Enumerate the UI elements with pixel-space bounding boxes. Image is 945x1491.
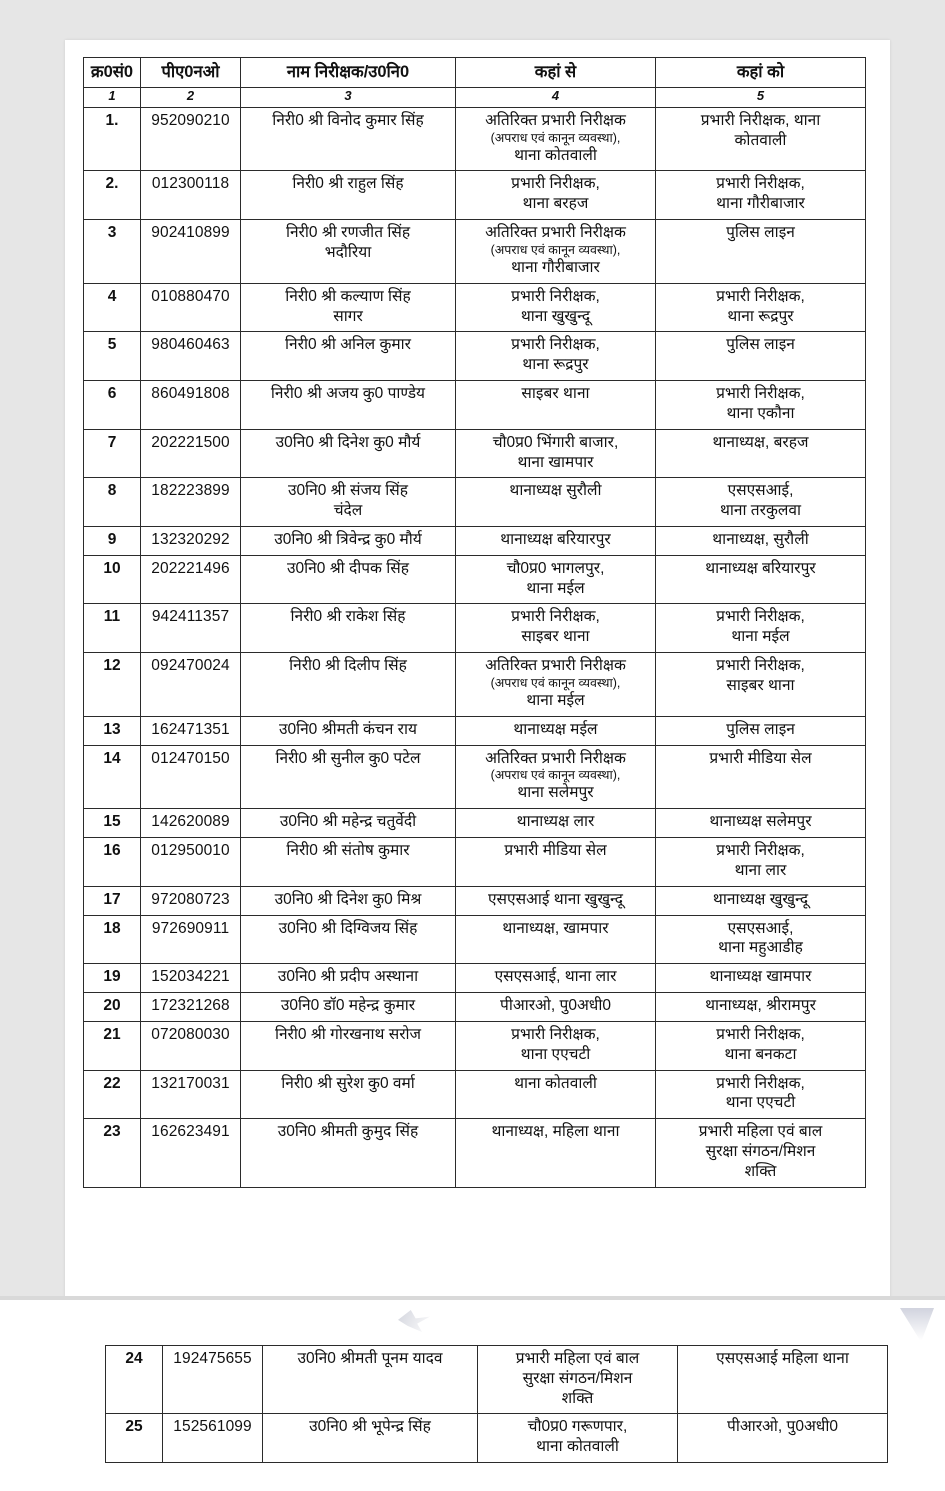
cell-serial: 2.	[84, 171, 141, 220]
table-row	[84, 429, 866, 478]
cell-serial: 20	[84, 993, 141, 1022]
cell-posting-from: प्रभारी निरीक्षक, थाना एएचटी	[456, 1021, 656, 1070]
cell-posting-from: एसएसआई, थाना लार	[456, 964, 656, 993]
table-row	[84, 915, 866, 964]
cell-serial: 17	[84, 886, 141, 915]
cell-posting-to: थानाध्यक्ष सलेमपुर	[656, 809, 866, 838]
cell-posting-from: प्रभारी निरीक्षक, थाना खुखुन्दू	[456, 283, 656, 332]
cell-officer-name: उ0नि0 श्री महेन्द्र चतुर्वेदी	[241, 809, 456, 838]
cell-serial: 6	[84, 381, 141, 430]
table-row	[84, 1119, 866, 1187]
cell-officer-name: निरी0 श्री गोरखनाथ सरोज	[241, 1021, 456, 1070]
cell-pno: 980460463	[141, 332, 241, 381]
cell-officer-name: उ0नि0 श्री भूपेन्द्र सिंह	[263, 1414, 478, 1463]
cell-posting-to: प्रभारी निरीक्षक, थाना कोतवाली	[656, 107, 866, 171]
header-serial: क्र0सं0	[84, 58, 141, 88]
cell-posting-from: अतिरिक्त प्रभारी निरीक्षक (अपराध एवं कानून व्यवस्था), थाना गौरीबाजार	[456, 220, 656, 284]
cell-posting-to: थानाध्यक्ष, श्रीरामपुर	[656, 993, 866, 1022]
table-row	[84, 964, 866, 993]
cell-pno: 012950010	[141, 838, 241, 887]
cell-posting-from: पीआरओ, पु0अधी0	[456, 993, 656, 1022]
cell-posting-from: थानाध्यक्ष बरियारपुर	[456, 526, 656, 555]
cell-posting-from: अतिरिक्त प्रभारी निरीक्षक (अपराध एवं कानून व्यवस्था), थाना सलेमपुर	[456, 745, 656, 809]
cell-posting-to: पुलिस लाइन	[656, 716, 866, 745]
table-row	[84, 809, 866, 838]
cell-posting-to: प्रभारी निरीक्षक, थाना एकौना	[656, 381, 866, 430]
cell-posting-to: प्रभारी निरीक्षक, थाना मईल	[656, 604, 866, 653]
cell-posting-from: थाना कोतवाली	[456, 1070, 656, 1119]
cell-officer-name: उ0नि0 श्री दिग्विजय सिंह	[241, 915, 456, 964]
cell-pno: 132170031	[141, 1070, 241, 1119]
cell-posting-to: प्रभारी निरीक्षक, थाना एएचटी	[656, 1070, 866, 1119]
cell-serial: 10	[84, 555, 141, 604]
cell-serial: 19	[84, 964, 141, 993]
cell-posting-to: थानाध्यक्ष बरियारपुर	[656, 555, 866, 604]
cell-pno: 182223899	[141, 478, 241, 527]
cell-officer-name: उ0नि0 श्री त्रिवेन्द्र कु0 मौर्य	[241, 526, 456, 555]
cell-officer-name: निरी0 श्री संतोष कुमार	[241, 838, 456, 887]
cell-pno: 942411357	[141, 604, 241, 653]
table-row	[106, 1346, 888, 1414]
cell-serial: 18	[84, 915, 141, 964]
table-row	[84, 526, 866, 555]
cell-officer-name: निरी0 श्री विनोद कुमार सिंह	[241, 107, 456, 171]
cell-posting-from: थानाध्यक्ष लार	[456, 809, 656, 838]
cell-officer-name: निरी0 श्री रणजीत सिंह भदौरिया	[241, 220, 456, 284]
colnum-5: 5	[656, 88, 866, 108]
cell-posting-to: प्रभारी निरीक्षक, थाना गौरीबाजार	[656, 171, 866, 220]
cell-posting-to: थानाध्यक्ष, सुरौली	[656, 526, 866, 555]
colnum-2: 2	[141, 88, 241, 108]
cell-serial: 12	[84, 653, 141, 717]
table-row	[84, 283, 866, 332]
cell-officer-name: निरी0 श्री अनिल कुमार	[241, 332, 456, 381]
cell-officer-name: उ0नि0 श्री संजय सिंह चंदेल	[241, 478, 456, 527]
cell-posting-from: थानाध्यक्ष, खामपार	[456, 915, 656, 964]
table-header-row	[84, 58, 866, 88]
cell-pno: 010880470	[141, 283, 241, 332]
table-row	[106, 1414, 888, 1463]
colnum-4: 4	[456, 88, 656, 108]
cell-posting-to: एसएसआई, थाना तरकुलवा	[656, 478, 866, 527]
cell-posting-from: चौ0प्र0 गरूणपार, थाना कोतवाली	[478, 1414, 678, 1463]
cell-posting-to: एसएसआई महिला थाना	[678, 1346, 888, 1414]
cell-pno: 972690911	[141, 915, 241, 964]
cell-pno: 972080723	[141, 886, 241, 915]
table-row	[84, 107, 866, 171]
cell-posting-to: प्रभारी निरीक्षक, थाना बनकटा	[656, 1021, 866, 1070]
transfer-table-continued	[105, 1345, 888, 1463]
cell-posting-to: प्रभारी निरीक्षक, थाना रूद्रपुर	[656, 283, 866, 332]
cell-pno: 172321268	[141, 993, 241, 1022]
cell-officer-name: उ0नि0 श्रीमती पूनम यादव	[263, 1346, 478, 1414]
table-row	[84, 381, 866, 430]
cell-posting-from: अतिरिक्त प्रभारी निरीक्षक (अपराध एवं कानून व्यवस्था), थाना मईल	[456, 653, 656, 717]
table-row	[84, 478, 866, 527]
cell-serial: 21	[84, 1021, 141, 1070]
cell-pno: 202221500	[141, 429, 241, 478]
cell-pno: 902410899	[141, 220, 241, 284]
cell-pno: 202221496	[141, 555, 241, 604]
cell-posting-to: प्रभारी मीडिया सेल	[656, 745, 866, 809]
cell-posting-from: एसएसआई थाना खुखुन्दू	[456, 886, 656, 915]
cell-pno: 072080030	[141, 1021, 241, 1070]
cell-serial: 24	[106, 1346, 163, 1414]
cell-pno: 152034221	[141, 964, 241, 993]
cell-posting-from: चौ0प्र0 भिंगारी बाजार, थाना खामपार	[456, 429, 656, 478]
cell-officer-name: उ0नि0 श्री दीपक सिंह	[241, 555, 456, 604]
cell-posting-from: थानाध्यक्ष सुरौली	[456, 478, 656, 527]
table-body-main	[84, 107, 866, 1187]
cell-officer-name: निरी0 श्री सुरेश कु0 वर्मा	[241, 1070, 456, 1119]
colnum-3: 3	[241, 88, 456, 108]
cell-posting-to: पुलिस लाइन	[656, 220, 866, 284]
cell-officer-name: उ0नि0 श्रीमती कंचन राय	[241, 716, 456, 745]
cell-officer-name: निरी0 श्री राकेश सिंह	[241, 604, 456, 653]
header-to: कहां को	[656, 58, 866, 88]
cell-serial: 15	[84, 809, 141, 838]
cell-serial: 9	[84, 526, 141, 555]
cell-posting-to: प्रभारी निरीक्षक, साइबर थाना	[656, 653, 866, 717]
table-row	[84, 653, 866, 717]
cell-serial: 1.	[84, 107, 141, 171]
table-row	[84, 716, 866, 745]
cell-serial: 5	[84, 332, 141, 381]
table-row	[84, 1070, 866, 1119]
cell-posting-from: थानाध्यक्ष, महिला थाना	[456, 1119, 656, 1187]
table-body-continued	[106, 1346, 888, 1463]
cell-posting-from: थानाध्यक्ष मईल	[456, 716, 656, 745]
cell-officer-name: निरी0 श्री राहुल सिंह	[241, 171, 456, 220]
table-row	[84, 220, 866, 284]
cell-serial: 22	[84, 1070, 141, 1119]
cell-officer-name: उ0नि0 श्री दिनेश कु0 मौर्य	[241, 429, 456, 478]
cell-pno: 162623491	[141, 1119, 241, 1187]
cell-serial: 23	[84, 1119, 141, 1187]
cell-posting-to: प्रभारी महिला एवं बाल सुरक्षा संगठन/मिशन शक्ति	[656, 1119, 866, 1187]
table-column-number-row	[84, 88, 866, 108]
cell-serial: 14	[84, 745, 141, 809]
table-row	[84, 604, 866, 653]
cell-officer-name: उ0नि0 श्रीमती कुमुद सिंह	[241, 1119, 456, 1187]
cell-pno: 152561099	[163, 1414, 263, 1463]
table-row	[84, 1021, 866, 1070]
table-row	[84, 171, 866, 220]
header-from: कहां से	[456, 58, 656, 88]
cell-officer-name: उ0नि0 श्री दिनेश कु0 मिश्र	[241, 886, 456, 915]
header-pno: पीए0नओ	[141, 58, 241, 88]
cell-pno: 012470150	[141, 745, 241, 809]
table-row	[84, 745, 866, 809]
cell-posting-to: थानाध्यक्ष खुखुन्दू	[656, 886, 866, 915]
cell-posting-from: प्रभारी निरीक्षक, साइबर थाना	[456, 604, 656, 653]
table-row	[84, 838, 866, 887]
cell-officer-name: उ0नि0 डॉ0 महेन्द्र कुमार	[241, 993, 456, 1022]
cell-posting-to: एसएसआई, थाना महुआडीह	[656, 915, 866, 964]
cell-pno: 162471351	[141, 716, 241, 745]
cell-posting-from: प्रभारी मीडिया सेल	[456, 838, 656, 887]
cell-posting-to: प्रभारी निरीक्षक, थाना लार	[656, 838, 866, 887]
cell-serial: 3	[84, 220, 141, 284]
cell-officer-name: निरी0 श्री सुनील कु0 पटेल	[241, 745, 456, 809]
cell-officer-name: निरी0 श्री अजय कु0 पाण्डेय	[241, 381, 456, 430]
cell-pno: 860491808	[141, 381, 241, 430]
cell-pno: 952090210	[141, 107, 241, 171]
cell-serial: 11	[84, 604, 141, 653]
cell-officer-name: उ0नि0 श्री प्रदीप अस्थाना	[241, 964, 456, 993]
table-row	[84, 332, 866, 381]
cell-officer-name: निरी0 श्री कल्याण सिंह सागर	[241, 283, 456, 332]
table-row	[84, 886, 866, 915]
cell-pno: 012300118	[141, 171, 241, 220]
cell-posting-from: प्रभारी निरीक्षक, थाना रूद्रपुर	[456, 332, 656, 381]
cell-posting-from: अतिरिक्त प्रभारी निरीक्षक (अपराध एवं कानून व्यवस्था), थाना कोतवाली	[456, 107, 656, 171]
colnum-1: 1	[84, 88, 141, 108]
cell-posting-from: चौ0प्र0 भागलपुर, थाना मईल	[456, 555, 656, 604]
cell-posting-to: थानाध्यक्ष खामपार	[656, 964, 866, 993]
cell-posting-from: प्रभारी निरीक्षक, थाना बरहज	[456, 171, 656, 220]
cell-serial: 13	[84, 716, 141, 745]
table-row	[84, 993, 866, 1022]
cell-posting-to: पीआरओ, पु0अधी0	[678, 1414, 888, 1463]
cell-posting-from: प्रभारी महिला एवं बाल सुरक्षा संगठन/मिशन शक्ति	[478, 1346, 678, 1414]
cell-serial: 16	[84, 838, 141, 887]
cell-posting-from: साइबर थाना	[456, 381, 656, 430]
cell-serial: 8	[84, 478, 141, 527]
cell-serial: 4	[84, 283, 141, 332]
cell-posting-to: पुलिस लाइन	[656, 332, 866, 381]
cell-posting-to: थानाध्यक्ष, बरहज	[656, 429, 866, 478]
table-row	[84, 555, 866, 604]
cell-pno: 092470024	[141, 653, 241, 717]
cell-serial: 25	[106, 1414, 163, 1463]
cell-pno: 132320292	[141, 526, 241, 555]
cell-pno: 142620089	[141, 809, 241, 838]
cell-pno: 192475655	[163, 1346, 263, 1414]
cell-serial: 7	[84, 429, 141, 478]
cell-officer-name: निरी0 श्री दिलीप सिंह	[241, 653, 456, 717]
transfer-table-main	[83, 57, 866, 1188]
header-name: नाम निरीक्षक/उ0नि0	[241, 58, 456, 88]
